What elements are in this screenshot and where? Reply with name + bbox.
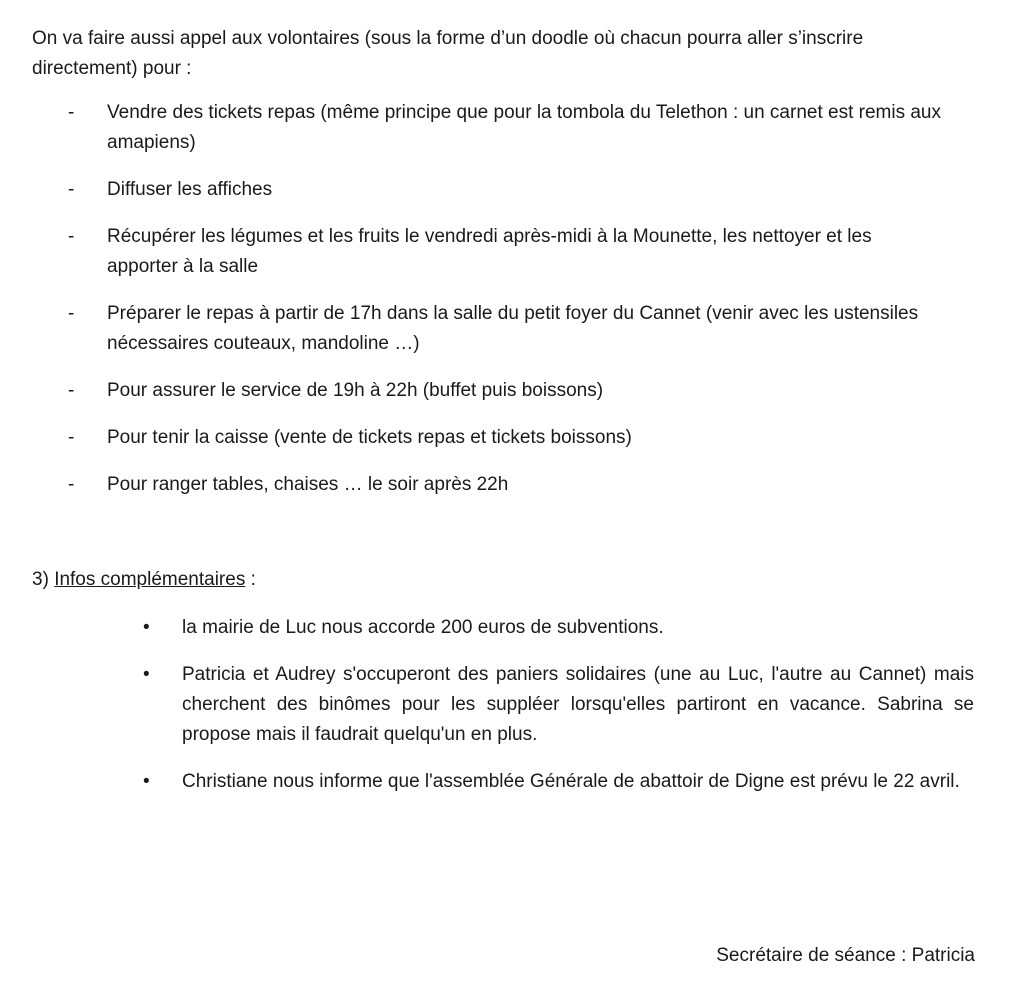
list-item — [0, 175, 947, 205]
task-text: Vendre des tickets repas (même principe que pour la tombola du Telethon : un carnet est remis aux amapiens) — [107, 102, 941, 153]
dash-marker: - — [68, 380, 75, 401]
task-text: Pour tenir la caisse (vente de tickets repas et tickets boissons) — [107, 427, 632, 448]
bullet-marker: • — [143, 771, 150, 792]
list-item — [0, 376, 947, 406]
info-text: Christiane nous informe que l'assemblée Générale de abattoir de Digne est prévu le 22 avril. — [182, 771, 960, 792]
info-text: la mairie de Luc nous accorde 200 euros de subventions. — [182, 617, 664, 638]
volunteer-task-list — [0, 98, 1013, 517]
bullet-marker: • — [143, 617, 150, 638]
section-heading — [32, 565, 256, 595]
dash-marker: - — [68, 179, 75, 200]
bullet-marker: • — [143, 664, 150, 685]
intro-paragraph: On va faire aussi appel aux volontaires (sous la forme d’un doodle où chacun pourra aller s’inscrire directement) pour : — [32, 28, 864, 79]
dash-marker: - — [68, 102, 75, 123]
dash-marker: - — [68, 474, 75, 495]
task-text: Pour assurer le service de 19h à 22h (buffet puis boissons) — [107, 380, 604, 401]
dash-marker: - — [68, 226, 75, 247]
dash-marker: - — [68, 303, 75, 324]
list-item — [0, 98, 947, 158]
info-text: Patricia et Audrey s'occuperont des paniers solidaires (une au Luc, l'autre au Cannet) mais cherchent des binômes pour les suppléer lorsqu'elles partiront en vacance. Sabrina se propose mais il faudrait quelqu'un en plus. — [182, 664, 974, 745]
list-item — [0, 660, 974, 750]
list-item — [0, 299, 947, 359]
task-text: Préparer le repas à partir de 17h dans la salle du petit foyer du Cannet (venir avec les ustensiles nécessaires couteaux, mandoline …) — [107, 303, 919, 354]
list-item — [0, 470, 947, 500]
task-text: Récupérer les légumes et les fruits le vendredi après-midi à la Mounette, les nettoyer et les apporter à la salle — [107, 226, 872, 277]
section-number: 3) — [32, 569, 55, 590]
dash-marker: - — [68, 427, 75, 448]
task-text: Pour ranger tables, chaises … le soir après 22h — [107, 474, 509, 495]
infos-list — [0, 613, 1013, 814]
task-text: Diffuser les affiches — [107, 179, 273, 200]
section-title: Infos complémentaires — [54, 569, 246, 590]
list-item — [0, 222, 947, 282]
signature: Secrétaire de séance : Patricia — [716, 945, 975, 966]
list-item — [0, 767, 974, 797]
list-item — [0, 423, 947, 453]
section-suffix: : — [245, 569, 256, 590]
list-item — [0, 613, 974, 643]
